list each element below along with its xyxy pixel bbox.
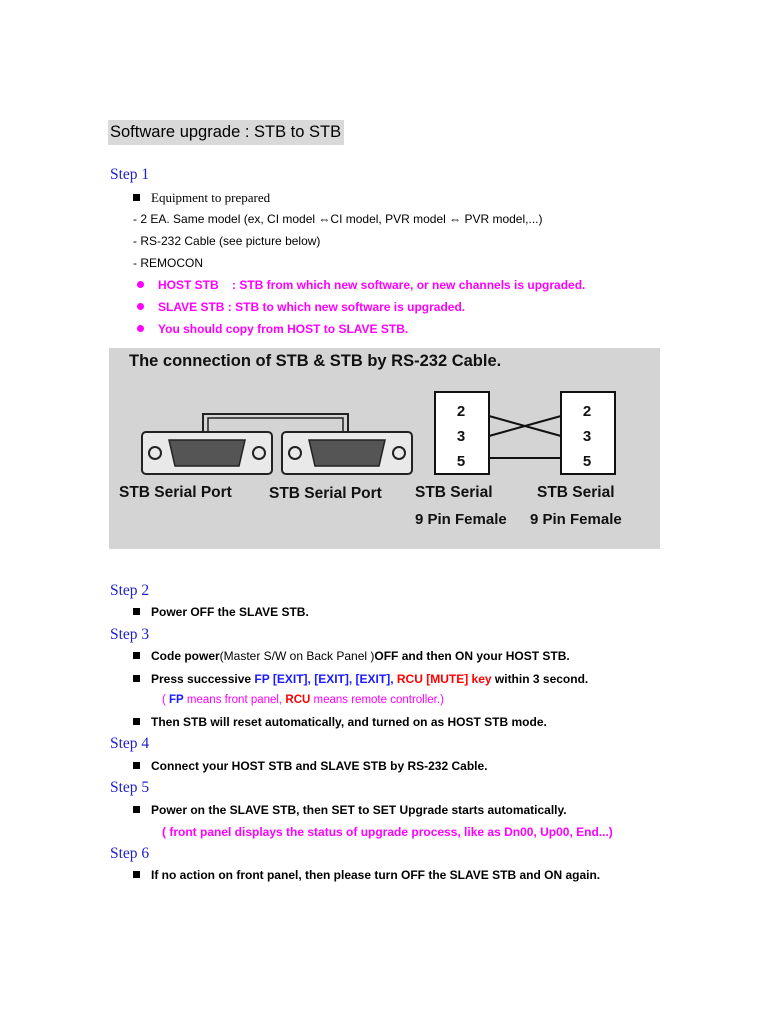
cable-line xyxy=(203,414,348,432)
port-label-1: STB Serial Port xyxy=(119,484,232,501)
step1-heading: Step 1 xyxy=(110,166,150,183)
host-stb-definition xyxy=(137,277,585,293)
square-bullet-icon xyxy=(133,806,140,813)
slave-stb-text: SLAVE STB : STB to which new software is upgraded. xyxy=(158,300,466,314)
serial-connector-1 xyxy=(142,432,272,474)
slave-stb-definition xyxy=(137,299,465,315)
square-bullet-icon xyxy=(133,652,140,659)
step5-heading: Step 5 xyxy=(110,779,150,796)
equipment-item-cable: - RS-232 Cable (see picture below) xyxy=(133,234,321,248)
host-stb-text: HOST STB : STB from which new software, or new channels is upgraded. xyxy=(158,278,586,292)
square-bullet-icon xyxy=(133,762,140,769)
pin-number: 2 xyxy=(582,403,592,420)
square-bullet-icon xyxy=(133,194,140,201)
female-label-1: 9 Pin Female xyxy=(415,511,507,528)
equipment-item-models xyxy=(133,211,542,227)
round-bullet-icon xyxy=(137,281,144,288)
double-arrow-icon: ⇔ xyxy=(449,212,462,226)
serial-label-1: STB Serial xyxy=(415,484,493,501)
step4-item xyxy=(133,758,488,774)
code-power-label: Code power xyxy=(151,649,220,663)
step5-text: Power on the SLAVE STB, then SET to SET Upgrade starts automatically. xyxy=(151,803,567,817)
code-power-note: (Master S/W on Back Panel ) xyxy=(219,649,375,663)
press-fp-keys: FP [EXIT], [EXIT], [EXIT], xyxy=(254,672,397,686)
step5-item xyxy=(133,802,567,818)
copy-note-text: You should copy from HOST to SLAVE STB. xyxy=(158,322,409,336)
note-mid: means front panel, xyxy=(183,694,286,706)
rs232-diagram xyxy=(109,348,660,549)
cable-line xyxy=(208,418,343,432)
pin-number: 5 xyxy=(582,453,592,470)
step3-heading: Step 3 xyxy=(110,626,150,643)
press-rcu-key: RCU [MUTE] key xyxy=(396,672,492,686)
port-label-2: STB Serial Port xyxy=(269,485,382,502)
female-label-2: 9 Pin Female xyxy=(530,511,622,528)
step6-text: If no action on front panel, then please turn OFF the SLAVE STB and ON again. xyxy=(151,868,601,882)
square-bullet-icon xyxy=(133,675,140,682)
pin-number: 3 xyxy=(582,428,592,445)
step3-reset xyxy=(133,714,547,730)
double-arrow-icon: ⇔ xyxy=(318,212,331,226)
copy-note xyxy=(137,321,408,337)
square-bullet-icon xyxy=(133,608,140,615)
step2-text: Power OFF the SLAVE STB. xyxy=(151,605,309,619)
serial-label-2: STB Serial xyxy=(537,484,615,501)
equipment-item-1-mid: CI model, PVR model xyxy=(330,212,450,226)
step2-heading: Step 2 xyxy=(110,582,150,599)
step3-key-note xyxy=(162,692,444,708)
equipment-heading xyxy=(133,190,270,206)
reset-text: Then STB will reset automatically, and turned on as HOST STB mode. xyxy=(151,715,547,729)
press-time: within 3 second. xyxy=(491,672,589,686)
step3-code-power xyxy=(133,648,570,664)
press-text: Press successive xyxy=(151,672,255,686)
note-end: means remote controller.) xyxy=(310,694,444,706)
step3-press-keys xyxy=(133,671,588,687)
round-bullet-icon xyxy=(137,325,144,332)
step5-note: ( front panel displays the status of upgrade process, like as Dn00, Up00, End...) xyxy=(162,825,613,839)
note-rcu: RCU xyxy=(285,694,311,706)
square-bullet-icon xyxy=(133,871,140,878)
serial-connector-2 xyxy=(282,432,412,474)
pin-number: 3 xyxy=(456,428,466,445)
note-open: ( xyxy=(162,694,170,706)
pin-number: 2 xyxy=(456,403,466,420)
equipment-heading-text: Equipment to prepared xyxy=(151,190,271,205)
step6-item xyxy=(133,867,600,883)
equipment-item-1-post: PVR model,...) xyxy=(461,212,543,226)
code-power-action: OFF and then ON your HOST STB. xyxy=(374,649,570,663)
pin-number: 5 xyxy=(456,453,466,470)
round-bullet-icon xyxy=(137,303,144,310)
step6-heading: Step 6 xyxy=(110,845,150,862)
step2-item xyxy=(133,604,309,620)
note-fp: FP xyxy=(169,694,184,706)
equipment-item-remocon: - REMOCON xyxy=(133,256,203,270)
step4-text: Connect your HOST STB and SLAVE STB by RS-232 Cable. xyxy=(151,759,488,773)
rs232-diagram-graphic xyxy=(109,348,660,549)
square-bullet-icon xyxy=(133,718,140,725)
diagram-heading: The connection of STB & STB by RS-232 Cable. xyxy=(129,352,502,370)
page-title: Software upgrade : STB to STB xyxy=(108,120,344,145)
equipment-item-1-pre: - 2 EA. Same model (ex, CI model xyxy=(133,212,319,226)
step4-heading: Step 4 xyxy=(110,735,150,752)
